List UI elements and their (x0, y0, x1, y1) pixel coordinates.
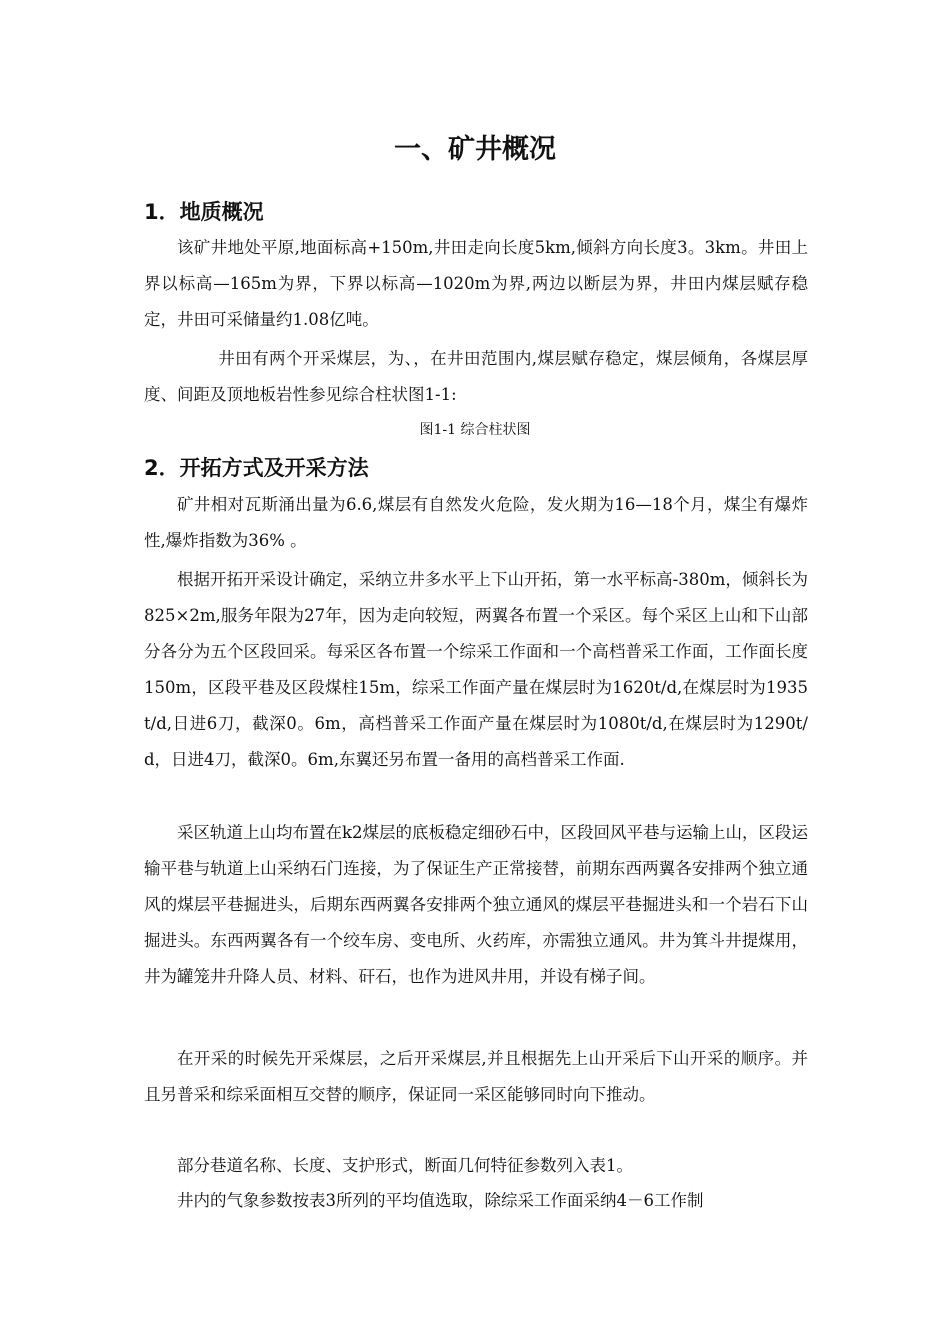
section-heading-geology: 1．地质概况 (144, 200, 264, 224)
paragraph-development-5: 部分巷道名称、长度、支护形式，断面几何特征参数列入表1。 (177, 1156, 633, 1175)
figure-caption: 图1-1 综合柱状图 (419, 422, 531, 438)
paragraph-development-6: 井内的气象参数按表3所列的平均值选取，除综采工作面采纳4－6工作制 (177, 1191, 704, 1210)
section-heading-development: 2．开拓方式及开采方法 (144, 456, 369, 480)
paragraph-development-1: 矿井相对瓦斯涌出量为6.6,煤层有自然发火危险，发火期为16—18个月，煤尘有爆炸性,爆炸指数为36% 。 (144, 495, 808, 550)
paragraph-development-4: 在开采的时候先开采煤层，之后开采煤层,并且根据先上山开采后下山开采的顺序。并且另普采和综采面相互交替的顺序，保证同一采区能够同时向下推动。 (144, 1049, 808, 1104)
paragraph-development-2: 根据开拓开采设计确定，采纳立井多水平上下山开拓，第一水平标高-380m，倾斜长为825×2m,服务年限为27年，因为走向较短，两翼各布置一个采区。每个采区上山和下山部分各分为五个区段回采。每采区各布置一个综采工作面和一个高档普采工作面，工作面长度150m，区段平巷及区段煤柱15m，综采工作面产量在煤层时为1620t/d,在煤层时为1935t/d,日进6刀，截深0。6m，高档普采工作面产量在煤层时为1080t/d,在煤层时为1290t/d，日进4刀，截深0。6m,东翼还另布置一备用的高档普采工作面. (144, 570, 808, 769)
paragraph-geology-2: 井田有两个开采煤层，为、，在井田范围内,煤层赋存稳定，煤层倾角，各煤层厚度、间距及顶地板岩性参见综合柱状图1-1: (144, 349, 808, 404)
paragraph-development-3: 采区轨道上山均布置在k2煤层的底板稳定细砂石中，区段回风平巷与运输上山，区段运输平巷与轨道上山采纳石门连接，为了保证生产正常接替，前期东西两翼各安排两个独立通风的煤层平巷掘进头，后期东西两翼各安排两个独立通风的煤层平巷掘进头和一个岩石下山掘进头。东西两翼各有一个绞车房、变电所、火药库，亦需独立通风。井为箕斗井提煤用，井为罐笼井升降人员、材料、矸石，也作为进风井用，并设有梯子间。 (144, 823, 808, 986)
paragraph-geology-1: 该矿井地处平原,地面标高+150m,井田走向长度5km,倾斜方向长度3。3km。井田上界以标高—165m为界，下界以标高—1020m为界,两边以断层为界，井田内煤层赋存稳定，井田可采储量约1.08亿吨。 (144, 238, 808, 329)
page-title: 一、矿井概况 (394, 134, 556, 165)
